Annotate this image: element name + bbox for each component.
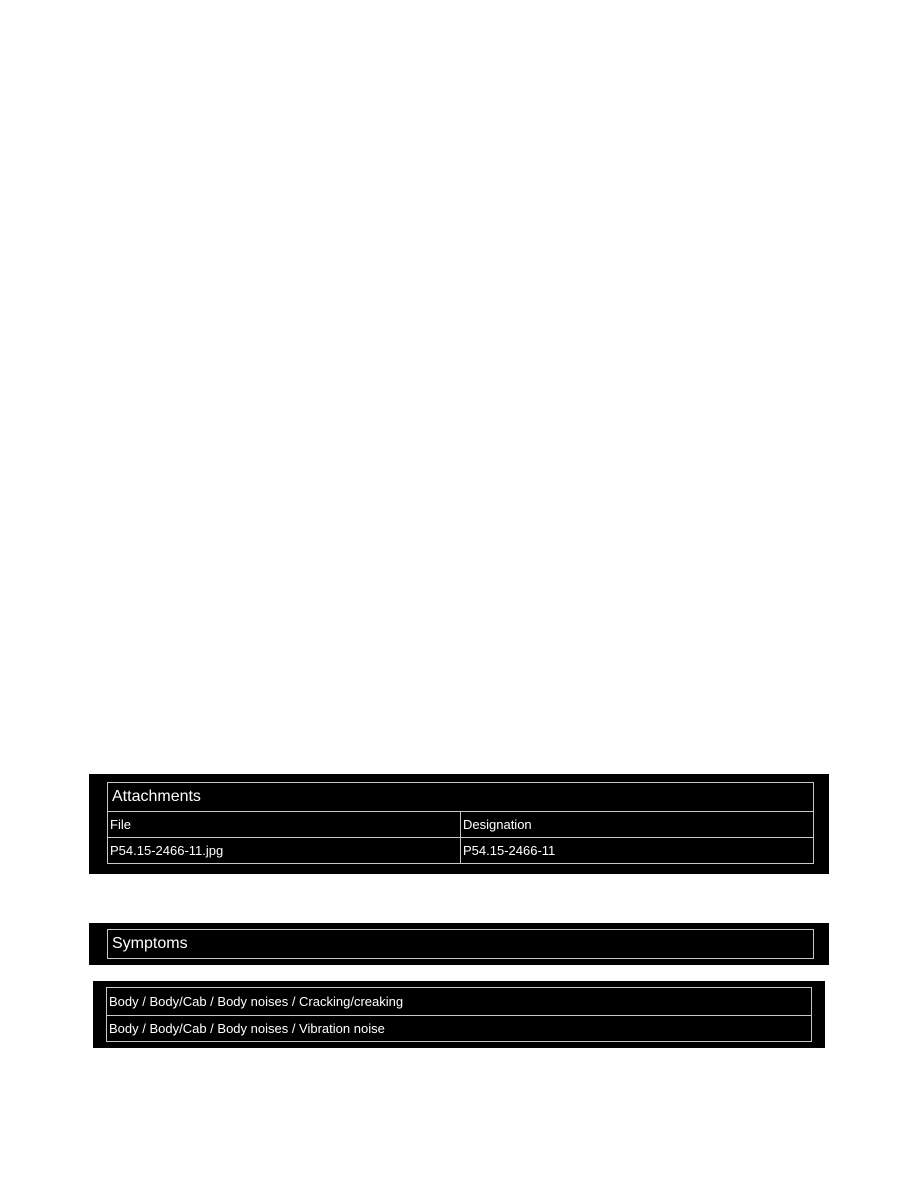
symptoms-list — [106, 987, 812, 1042]
column-header-file: File — [110, 817, 131, 832]
column-header-designation: Designation — [463, 817, 532, 832]
attachment-file-cell[interactable]: P54.15-2466-11.jpg — [110, 843, 224, 858]
attachments-title: Attachments — [112, 788, 201, 805]
attachments-column-divider — [460, 812, 461, 863]
symptoms-list-panel — [93, 981, 825, 1048]
list-item: Body / Body/Cab / Body noises / Vibration noise — [109, 1021, 385, 1036]
attachments-table — [107, 782, 814, 864]
attachment-designation-cell: P54.15-2466-11 — [463, 843, 556, 858]
symptoms-title: Symptoms — [112, 935, 188, 952]
attachments-panel — [89, 774, 829, 874]
symptoms-title-box — [107, 929, 814, 959]
list-item: Body / Body/Cab / Body noises / Cracking/creaking — [109, 994, 404, 1009]
symptoms-panel — [89, 923, 829, 965]
